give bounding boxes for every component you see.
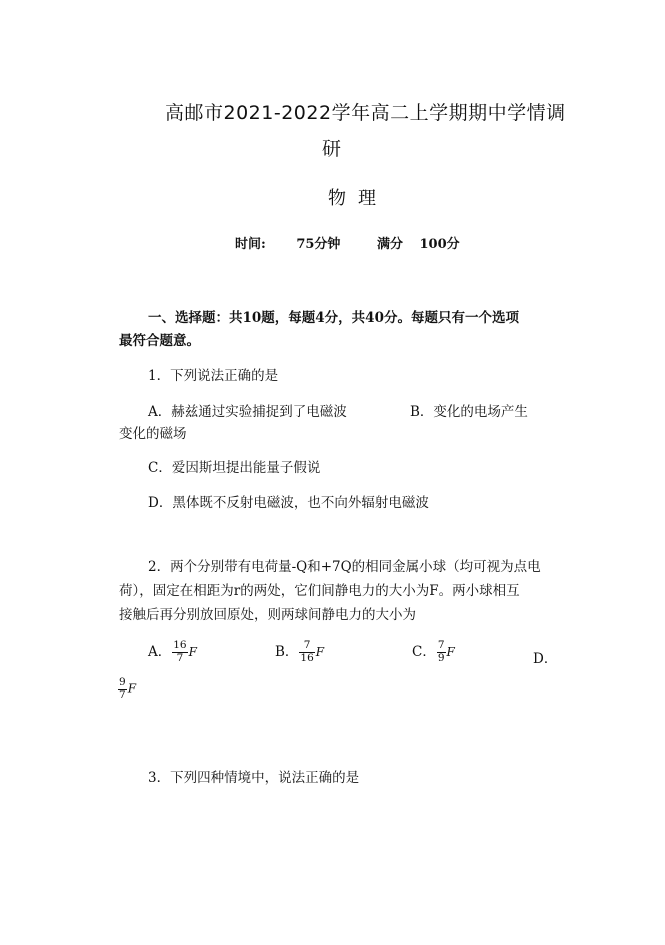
exam-info-line: [235, 233, 460, 252]
q2-option-c-label: C．: [412, 644, 436, 660]
q2-option-d-variable: F: [127, 681, 137, 696]
q2-option-a-fraction: [172, 640, 187, 664]
q2-option-c-variable: F: [446, 645, 455, 659]
time-label: 时间:: [235, 237, 266, 252]
q2-option-b-variable: F: [315, 645, 325, 659]
q2-option-c-numerator: 7: [437, 639, 445, 652]
q2-option-a: [148, 640, 197, 665]
q1-option-b: B．变化的电场产生: [410, 404, 528, 420]
q2-option-d-label: D．: [533, 651, 558, 667]
q1-option-b-continued: 变化的磁场: [119, 426, 187, 442]
q2-option-b-label: B．: [275, 644, 299, 660]
section-heading-line1: 一、选择题：共10题，每题4分，共40分。每题只有一个选项: [148, 310, 519, 326]
q1-option-d: D．黑体既不反射电磁波，也不向外辐射电磁波: [148, 495, 429, 511]
q2-option-d: [117, 677, 136, 701]
q2-stem-line2: 荷），固定在相距为r的两处，它们间静电力的大小为F。两小球相互: [119, 583, 520, 599]
q2-option-c-fraction: [437, 640, 446, 664]
q2-option-a-variable: F: [188, 645, 197, 659]
q2-option-b: [275, 640, 324, 665]
q2-option-b-fraction: [299, 640, 314, 664]
q2-option-d-denominator: 7: [119, 688, 126, 701]
q2-option-a-label: A．: [148, 644, 172, 660]
score-value: 100分: [419, 237, 460, 252]
section-heading-line2: 最符合题意。: [119, 333, 200, 349]
q2-option-a-numerator: 16: [173, 639, 187, 652]
q2-stem-line3: 接触后再分别放回原处，则两球间静电力的大小为: [119, 607, 416, 623]
q1-option-c: C．爱因斯坦提出能量子假说: [148, 460, 321, 476]
q2-option-d-numerator: 9: [119, 676, 126, 688]
q2-option-d-fraction: [118, 677, 127, 701]
subject-title: 物理: [328, 188, 388, 209]
q1-option-a: A．赫兹通过实验捕捉到了电磁波: [148, 404, 347, 420]
q3-stem: 3．下列四种情境中，说法正确的是: [148, 770, 360, 786]
q2-stem-line1: 2．两个分别带有电荷量-Q和+7Q的相同金属小球（均可视为点电: [148, 559, 541, 575]
score-label: 满分: [376, 237, 403, 252]
q2-option-c-denominator: 9: [437, 652, 445, 664]
exam-title-line1: 高邮市2021-2022学年高二上学期期中学情调: [165, 102, 566, 124]
q2-option-c: [412, 640, 455, 665]
time-value: 75分钟: [296, 237, 341, 252]
q1-stem: 1．下列说法正确的是: [148, 368, 279, 384]
q2-option-b-numerator: 7: [303, 639, 311, 652]
q2-option-b-denominator: 16: [300, 652, 314, 664]
q2-option-a-denominator: 7: [172, 652, 187, 665]
exam-title-line2: 研: [322, 138, 342, 160]
